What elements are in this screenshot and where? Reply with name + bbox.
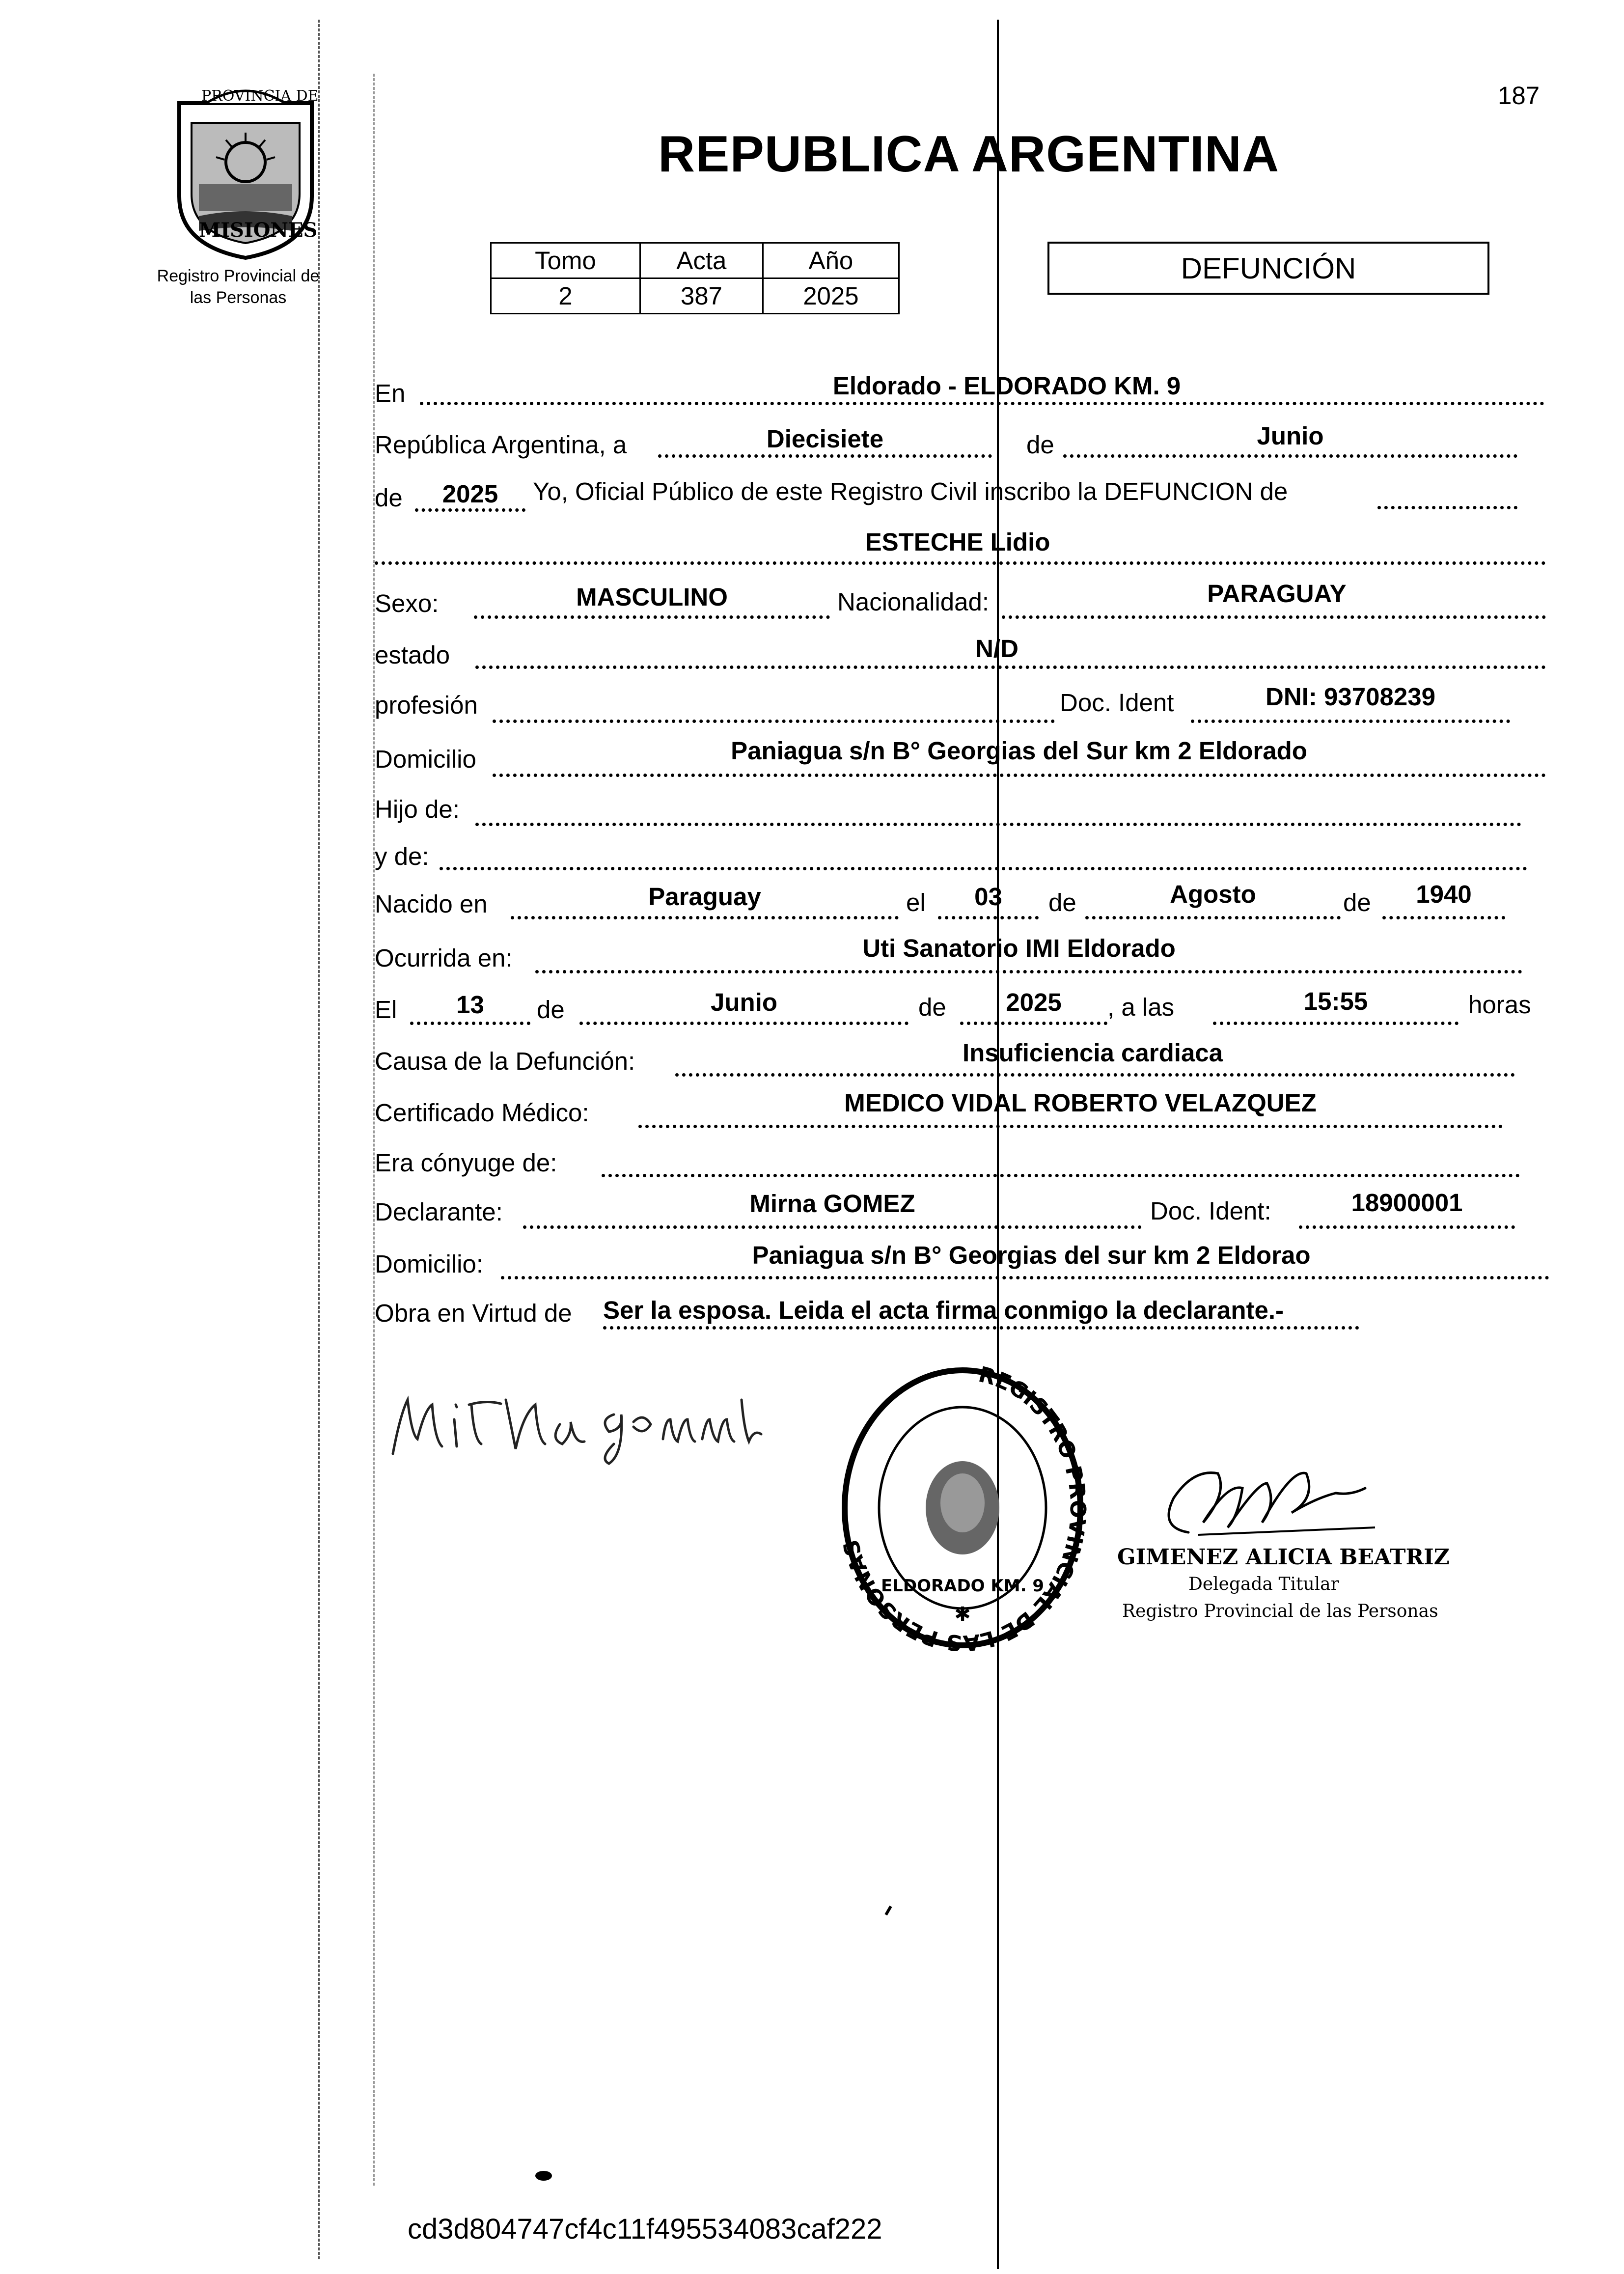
conyuge-dots <box>602 1174 1520 1177</box>
registry-line2: las Personas <box>190 288 287 307</box>
certificado-dots <box>638 1125 1503 1128</box>
birth-month-dots <box>1085 916 1341 919</box>
declarante-value: Mirna GOMEZ <box>749 1190 915 1218</box>
decl-domicilio-label: Domicilio: <box>375 1250 484 1278</box>
doc-dots <box>1191 720 1510 723</box>
El-label: El <box>375 996 397 1024</box>
conyuge-label: Era cónyuge de: <box>375 1149 557 1177</box>
death-time: 15:55 <box>1303 987 1368 1015</box>
decl-doc-label: Doc. Ident: <box>1150 1197 1271 1225</box>
value-acta: 387 <box>640 278 763 314</box>
header-tomo: Tomo <box>491 243 640 278</box>
decl-doc-value: 18900001 <box>1351 1189 1463 1217</box>
horas-label: horas <box>1468 991 1531 1019</box>
death-day: 13 <box>456 991 484 1019</box>
domicilio-value: Paniagua s/n B° Georgias del Sur km 2 Eldorado <box>731 737 1307 765</box>
day-dots <box>658 454 992 458</box>
act-table-values <box>491 278 899 314</box>
svg-text:✱: ✱ <box>954 1604 971 1625</box>
birth-year: 1940 <box>1416 880 1472 908</box>
fold-line <box>997 20 999 2269</box>
hijo-dots <box>475 823 1521 826</box>
death-year: 2025 <box>1006 988 1062 1016</box>
certificado-value: MEDICO VIDAL ROBERTO VELAZQUEZ <box>844 1089 1317 1117</box>
obra-dots <box>603 1326 1359 1330</box>
document-hash: cd3d804747cf4c11f495534083caf222 <box>408 2213 882 2245</box>
act-table <box>490 242 900 314</box>
ocurrida-label: Ocurrida en: <box>375 944 513 972</box>
official-name: GIMENEZ ALICIA BEATRIZ <box>1117 1545 1450 1570</box>
ocurrida-value: Uti Sanatorio IMI Eldorado <box>862 934 1176 962</box>
speck <box>884 1906 892 1915</box>
declarante-dots <box>523 1225 1142 1229</box>
sexo-dots <box>474 615 830 619</box>
day-value: Diecisiete <box>766 425 884 453</box>
header-ano: Año <box>763 243 899 278</box>
page-number: 187 <box>1498 82 1540 110</box>
el-label: el <box>906 888 926 916</box>
birth-day-dots <box>938 916 1039 919</box>
profesion-label: profesión <box>375 691 478 719</box>
value-tomo: 2 <box>491 278 640 314</box>
death-time-dots <box>1213 1022 1459 1025</box>
stamp-ring-text: REGISTRO PROVINCIAL DE LAS PERSONAS <box>838 1361 1090 1656</box>
de-label-1: de <box>1026 431 1054 459</box>
nacionalidad-value: PARAGUAY <box>1207 580 1347 608</box>
nacido-label: Nacido en <box>375 890 488 918</box>
decl-domicilio-dots <box>501 1276 1549 1279</box>
ocurrida-dots <box>535 970 1522 973</box>
domicilio-dots <box>493 774 1546 777</box>
de-label-3: de <box>1048 888 1076 916</box>
domicilio-label: Domicilio <box>375 745 476 773</box>
seal-top-text: PROVINCIA DE <box>201 87 319 105</box>
year-dots <box>415 508 525 512</box>
page-title: REPUBLICA ARGENTINA <box>658 126 1280 183</box>
doc-value: DNI: 93708239 <box>1266 683 1435 711</box>
decl-doc-dots <box>1299 1225 1515 1229</box>
month-dots <box>1063 454 1517 458</box>
yde-dots <box>440 867 1527 870</box>
sexo-value: MASCULINO <box>576 583 728 611</box>
causa-value: Insuficiencia cardiaca <box>962 1039 1223 1067</box>
death-day-dots <box>410 1022 530 1025</box>
causa-dots <box>675 1073 1515 1077</box>
official-role: Delegada Titular <box>1188 1574 1339 1594</box>
official-office: Registro Provincial de las Personas <box>1122 1601 1438 1621</box>
official-signature <box>1129 1454 1385 1552</box>
profesion-dots <box>493 720 1055 723</box>
hijo-label: Hijo de: <box>375 795 460 823</box>
yde-label: y de: <box>375 842 429 870</box>
stamp-inner-text: ELDORADO KM. 9 <box>881 1576 1045 1596</box>
death-month: Junio <box>711 988 777 1016</box>
declarant-signature <box>388 1385 771 1469</box>
nacionalidad-label: Nacionalidad: <box>837 588 990 616</box>
decl-domicilio-value: Paniagua s/n B° Georgias del sur km 2 Eldorao <box>752 1241 1311 1269</box>
act-table-header <box>491 243 899 278</box>
obra-label: Obra en Virtud de <box>375 1299 572 1327</box>
nacionalidad-dots <box>1002 615 1546 619</box>
nacido-value: Paraguay <box>648 883 761 911</box>
registry-stamp <box>835 1360 1090 1665</box>
header-acta: Acta <box>640 243 763 278</box>
registry-line1: Registro Provincial de <box>157 267 320 285</box>
de-label-4: de <box>1343 888 1371 916</box>
causa-label: Causa de la Defunción: <box>375 1047 635 1075</box>
de-label-6: de <box>918 993 946 1021</box>
year-value: 2025 <box>442 480 498 508</box>
republica-label: República Argentina, a <box>375 431 627 459</box>
alas-label: , a las <box>1107 993 1175 1021</box>
seal-bottom-text: MISIONES <box>199 219 318 242</box>
declarante-label: Declarante: <box>375 1198 503 1226</box>
estado-value: N/D <box>975 635 1018 663</box>
certificado-label: Certificado Médico: <box>375 1099 589 1127</box>
obra-value: Ser la esposa. Leida el acta firma conmigo la declarante.- <box>603 1296 1284 1324</box>
estado-label: estado <box>375 641 450 669</box>
yo-dots <box>1377 506 1517 509</box>
name-dots <box>375 561 1546 565</box>
speck <box>535 2171 552 2181</box>
estado-dots <box>475 666 1546 669</box>
de-label-2: de <box>375 484 403 512</box>
act-type-box: DEFUNCIÓN <box>1047 242 1489 295</box>
registry-name <box>130 265 346 308</box>
en-value: Eldorado - ELDORADO KM. 9 <box>832 372 1181 400</box>
en-label: En <box>375 379 406 407</box>
birth-day: 03 <box>974 883 1002 911</box>
yo-text: Yo, Oficial Público de este Registro Civil inscribo la DEFUNCION de <box>533 477 1288 505</box>
month-value: Junio <box>1257 422 1324 450</box>
de-label-5: de <box>537 996 565 1024</box>
doc-label: Doc. Ident <box>1060 689 1174 717</box>
nacido-dots <box>511 916 899 919</box>
death-year-dots <box>960 1022 1107 1025</box>
birth-month: Agosto <box>1170 880 1256 908</box>
value-ano: 2025 <box>763 278 899 314</box>
sexo-label: Sexo: <box>375 589 439 617</box>
deceased-name: ESTECHE Lidio <box>865 528 1050 556</box>
en-dots <box>420 402 1544 405</box>
margin-line-left <box>318 20 320 2259</box>
birth-year-dots <box>1382 916 1505 919</box>
death-month-dots <box>579 1022 908 1025</box>
